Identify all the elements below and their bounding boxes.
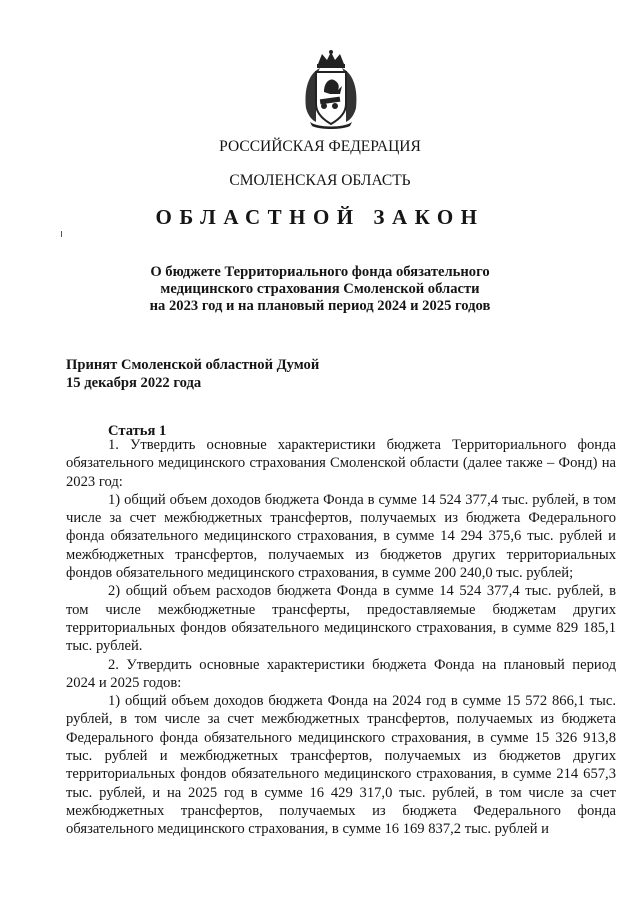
coat-of-arms-icon	[300, 50, 362, 130]
paragraph: 1. Утвердить основные характеристики бюджета Территориального фонда обязательного медицинского страхования Смоленской области (далее также – Фонд) на 2023 год:	[66, 437, 616, 490]
document-type-title: ОБЛАСТНОЙ ЗАКОН	[155, 205, 485, 229]
adoption-block	[66, 356, 319, 392]
adopted-by: Принят Смоленской областной Думой	[66, 357, 320, 373]
paragraph: 2) общий объем расходов бюджета Фонда в сумме 14 524 377,4 тыс. рублей, в том числе межбюджетные трансферты, предоставляемые бюджетам других территориальных фондов обязательного медицинского страхования, в сумме 829 185,1 тыс. рублей.	[66, 583, 616, 655]
law-subject-line-1: О бюджете Территориального фонда обязательного	[150, 264, 490, 280]
article-heading: Статья 1	[108, 423, 167, 439]
country-name: РОССИЙСКАЯ ФЕДЕРАЦИЯ	[219, 138, 421, 155]
paragraph: 2. Утвердить основные характеристики бюджета Фонда на плановый период 2024 и 2025 годов:	[66, 656, 616, 691]
law-subject-line-2: медицинского страхования Смоленской области	[160, 281, 480, 297]
scan-mark	[61, 231, 62, 237]
adoption-date: 15 декабря 2022 года	[66, 375, 202, 391]
region-name: СМОЛЕНСКАЯ ОБЛАСТЬ	[229, 172, 411, 189]
article-body	[66, 436, 616, 839]
law-subject-line-3: на 2023 год и на плановый период 2024 и 2025 годов	[149, 298, 491, 314]
paragraph: 1) общий объем доходов бюджета Фонда на 2024 год в сумме 15 572 866,1 тыс. рублей, в том числе за счет межбюджетных трансфертов, получаемых из бюджета Федерального фонда обязательного медицинского страхования, в сумме 15 326 913,8 тыс. рублей и межбюджетных трансфертов, получаемых из бюджетов других территориальных фондов обязательного медицинского страхования, в сумме 214 657,3 тыс. рублей, и на 2025 год в сумме 16 429 317,0 тыс. рублей, в том числе за счет межбюджетных трансфертов, получаемых из бюджета Федерального фонда обязательного медицинского страхования, в сумме 16 169 837,2 тыс. рублей и	[66, 693, 616, 838]
paragraph: 1) общий объем доходов бюджета Фонда в сумме 14 524 377,4 тыс. рублей, в том числе за счет межбюджетных трансфертов, получаемых из бюджета Федерального фонда обязательного медицинского страхования, в сумме 14 294 375,6 тыс. рублей и межбюджетных трансфертов, получаемых из бюджетов других территориальных фондов обязательного медицинского страхования, в сумме 200 240,0 тыс. рублей;	[66, 491, 616, 582]
